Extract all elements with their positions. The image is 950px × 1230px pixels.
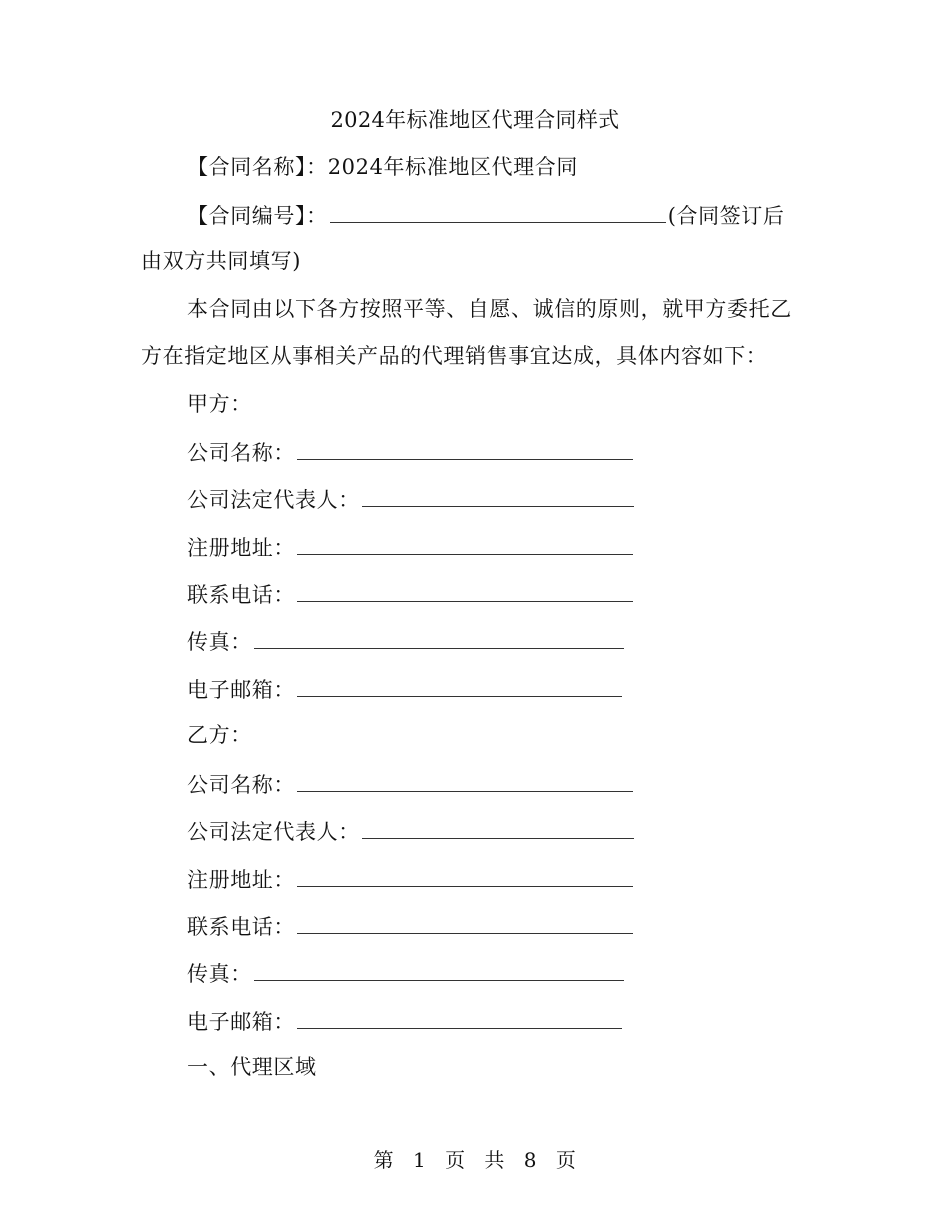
party-b-fax-blank[interactable] — [254, 956, 624, 981]
intro-paragraph-line-2: 方在指定地区从事相关产品的代理销售事宜达成，具体内容如下： — [141, 344, 768, 368]
document-title: 2024年标准地区代理合同样式 — [330, 108, 620, 132]
intro-paragraph-line-1: 本合同由以下各方按照平等、自愿、诚信的原则，就甲方委托乙 — [187, 297, 792, 321]
party-a-heading: 甲方： — [187, 392, 252, 416]
page-total: 8 — [523, 1148, 538, 1172]
contract-number-label: 【合同编号】： — [187, 204, 328, 228]
field-label: 注册地址： — [187, 536, 295, 560]
page-word-prefix: 第 — [373, 1148, 395, 1172]
party-a-email-row — [187, 672, 624, 706]
field-label: 传真： — [187, 630, 252, 654]
party-b-fax-row — [187, 956, 626, 990]
contract-number-line — [187, 198, 785, 232]
party-b-address-row — [187, 862, 635, 896]
page-footer — [0, 1145, 950, 1175]
contract-number-note: (合同签订后 — [667, 204, 785, 228]
page-word-suffix: 页 — [555, 1148, 577, 1172]
party-a-legal-rep-row — [187, 482, 636, 516]
party-a-address-row — [187, 530, 635, 564]
party-b-address-blank[interactable] — [297, 862, 633, 887]
party-b-company-name-row — [187, 767, 635, 801]
page-word-mid: 页 — [445, 1148, 466, 1172]
field-label: 联系电话： — [187, 915, 295, 939]
party-a-phone-blank[interactable] — [297, 577, 633, 602]
party-b-company-name-blank[interactable] — [297, 767, 633, 792]
field-label: 公司名称： — [187, 773, 295, 797]
field-label: 公司法定代表人： — [187, 820, 360, 844]
contract-name-line — [187, 151, 578, 183]
field-label: 联系电话： — [187, 583, 295, 607]
field-label: 公司名称： — [187, 441, 295, 465]
party-a-legal-rep-blank[interactable] — [362, 482, 634, 507]
contract-number-blank[interactable] — [330, 198, 666, 223]
field-label: 注册地址： — [187, 868, 295, 892]
party-b-phone-blank[interactable] — [297, 909, 633, 934]
field-label: 公司法定代表人： — [187, 488, 360, 512]
party-b-email-row — [187, 1004, 624, 1038]
page-total-prefix: 共 — [484, 1148, 505, 1172]
field-label: 传真： — [187, 962, 252, 986]
party-b-heading: 乙方： — [187, 723, 252, 747]
section-1-heading: 一、代理区域 — [187, 1055, 317, 1079]
contract-number-note-continued: 由双方共同填写) — [141, 249, 301, 273]
party-b-legal-rep-blank[interactable] — [362, 814, 634, 839]
party-b-phone-row — [187, 909, 635, 943]
party-a-fax-blank[interactable] — [254, 624, 624, 649]
page-current: 1 — [412, 1148, 427, 1172]
field-label: 电子邮箱： — [187, 678, 295, 702]
party-a-company-name-blank[interactable] — [297, 435, 633, 460]
party-b-email-blank[interactable] — [297, 1004, 622, 1029]
party-b-legal-rep-row — [187, 814, 636, 848]
contract-name-label: 【合同名称】： — [187, 155, 328, 179]
party-a-fax-row — [187, 624, 626, 658]
contract-name-value: 2024年标准地区代理合同 — [327, 155, 578, 179]
field-label: 电子邮箱： — [187, 1010, 295, 1034]
party-a-phone-row — [187, 577, 635, 611]
party-a-company-name-row — [187, 435, 635, 469]
party-a-email-blank[interactable] — [297, 672, 622, 697]
party-a-address-blank[interactable] — [297, 530, 633, 555]
